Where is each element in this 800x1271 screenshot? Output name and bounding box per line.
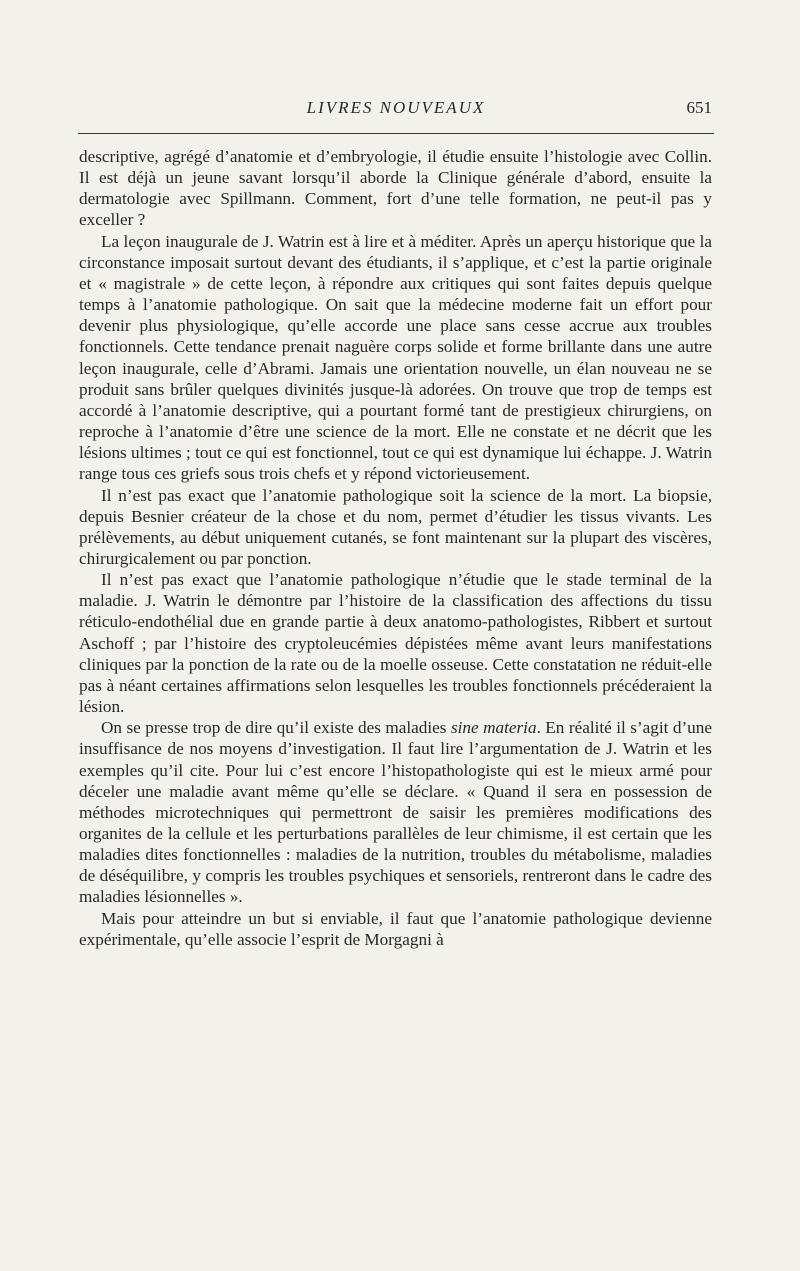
paragraph-text: On se presse trop de dire qu’il existe des maladies	[101, 718, 451, 738]
paragraph	[79, 717, 712, 907]
body-text	[79, 146, 712, 950]
paragraph: La leçon inaugurale de J. Watrin est à lire et à méditer. Après un aperçu historique que la circonstance imposait surtout devant des étudiants, il s’applique, et c’est la partie originale et « magistrale » de cette leçon, à répondre aux critiques qui sont faites depuis quelque temps à l’anatomie pathologique. On sait que la médecine moderne fait un effort pour devenir plus physiologique, qu’elle accorde une place sans cesse accrue aux troubles fonctionnels. Cette tendance prenait naguère corps solide et forme brillante dans une autre leçon inaugurale, celle d’Abrami. Jamais une orientation nouvelle, un élan nouveau ne se produit sans brûler quelques divinités jusque-là adorées. On trouve que trop de temps est accordé à l’anatomie descriptive, qui a pourtant formé tant de prestigieux chirurgiens, on reproche à l’anatomie d’être une science de la mort. Elle ne constate et ne décrit que les lésions ultimes ; tout ce qui est fonctionnel, tout ce qui est dynamique lui échappe. J. Watrin range tous ces griefs sous trois chefs et y répond victorieusement.	[79, 231, 712, 484]
header-rule	[78, 133, 714, 134]
running-title: LIVRES NOUVEAUX	[306, 98, 486, 117]
paragraph: descriptive, agrégé d’anatomie et d’embryologie, il étudie ensuite l’histologie avec Collin. Il est déjà un jeune savant lorsqu’il aborde la Clinique générale d’abord, ensuite la dermatologie avec Spillmann. Comment, fort d’une telle formation, ne peut-il pas y exceller ?	[79, 147, 712, 230]
page-number: 651	[686, 98, 712, 117]
running-head	[80, 98, 712, 120]
paragraph-text: . En réalité il s’agit d’une insuffisance de nos moyens d’investigation. Il faut lire l’argumentation de J. Watrin et les exemples qu’il cite. Pour lui c’est encore l’histopathologiste qui est le mieux armé pour déceler une maladie avant même qu’elle se déclare. « Quand il sera en possession de méthodes microtechniques qui permettront de saisir les premières modifications des organites de la cellule et les perturbations parallèles de leur chimisme, il est certain que les maladies dites fonctionnelles : maladies de la nutrition, troubles du métabolisme, maladies de déséquilibre, y compris les troubles psychiques et sensoriels, rentreront dans le cadre des maladies lésionnelles ».	[79, 718, 712, 907]
paragraph: Il n’est pas exact que l’anatomie pathologique n’étudie que le stade terminal de la maladie. J. Watrin le démontre par l’histoire de la classification des affections du tissu réticulo-endothélial due en grande partie à deux anatomo-pathologistes, Ribbert et surtout Aschoff ; par l’histoire des cryptoleucémies dépistées même avant leurs manifestations cliniques par la ponction de la rate ou de la moelle osseuse. Cette constatation ne réduit-elle pas à néant certaines affirmations selon lesquelles les troubles fonctionnels précéderaient la lésion.	[79, 570, 712, 717]
latin-phrase: sine materia	[450, 718, 537, 738]
paragraph: Mais pour atteindre un but si enviable, il faut que l’anatomie pathologique devienne expérimentale, qu’elle associe l’esprit de Morgagni à	[79, 908, 712, 949]
paragraph: Il n’est pas exact que l’anatomie pathologique soit la science de la mort. La biopsie, depuis Besnier créateur de la chose et du nom, permet d’étudier les tissus vivants. Les prélèvements, au début uniquement cutanés, se font maintenant sur la plupart des viscères, chirurgicalement ou par ponction.	[79, 485, 712, 568]
